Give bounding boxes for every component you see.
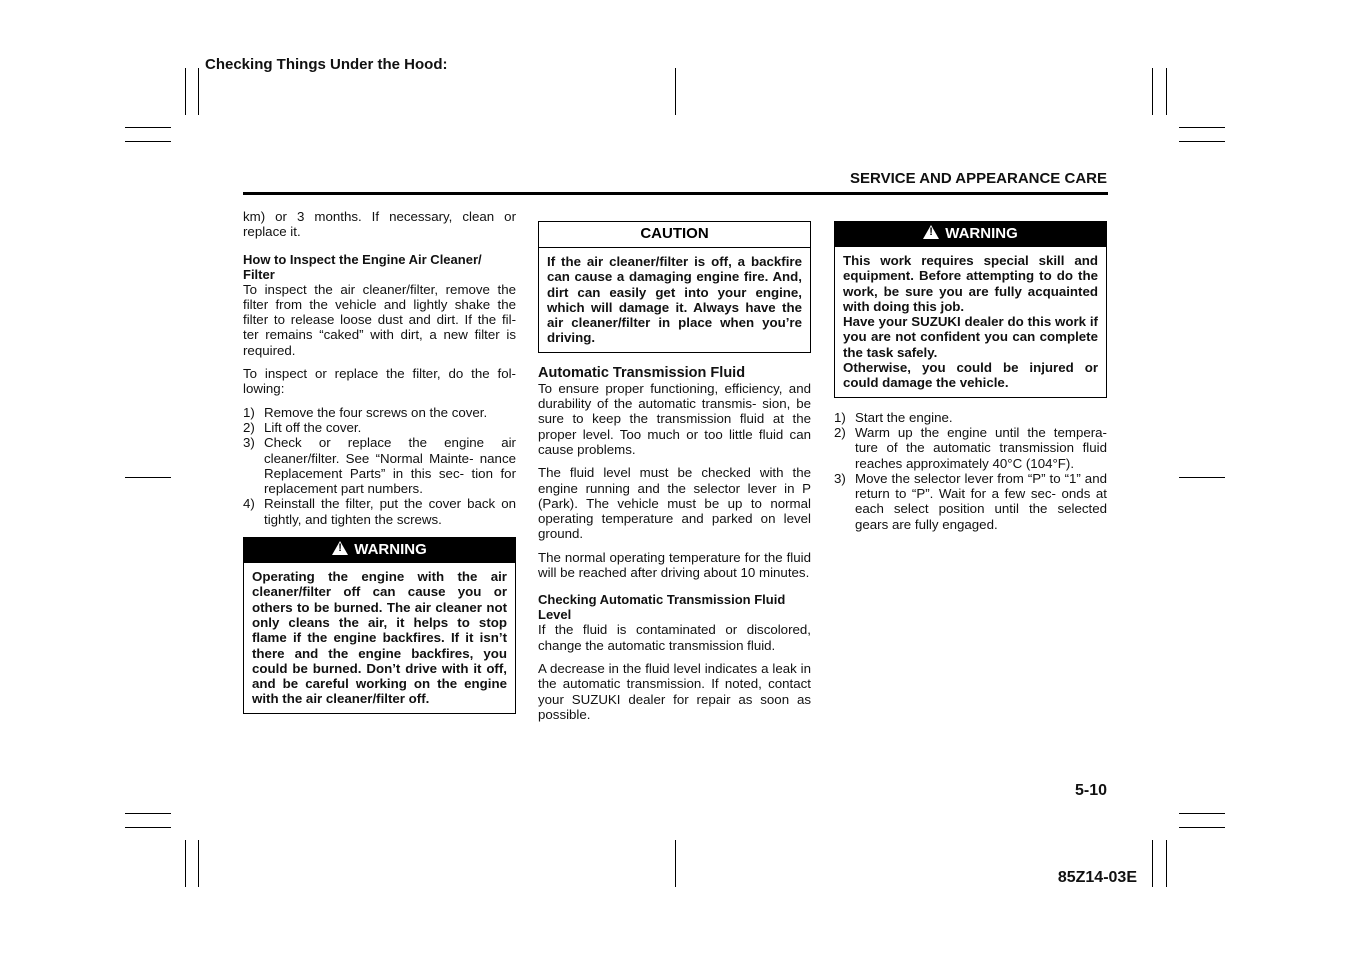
list-item [834, 471, 1107, 532]
atf-paragraph-2: The fluid level must be checked with the engine running and the selector lever in P (Park). The vehicle must be up to normal operating temperature and parked on level ground. [538, 465, 811, 542]
step-text: Move the selector lever from “P” to “1” and return to “P”. Wait for a few sec- onds at each select position until the selected gears are fully engaged. [855, 470, 1107, 532]
caution-text: If the air cleaner/filter is off, a backfire can cause a damaging engine fire. And, dirt can easily get into your engine, which will damage it. Always have the air cleaner/filter in place when you’re driving. [547, 254, 802, 346]
step-text: Lift off the cover. [264, 419, 362, 435]
check-paragraph-2: A decrease in the fluid level indicates a leak in the automatic transmission. If noted, contact your SUZUKI dealer for repair as soon as possible. [538, 660, 811, 722]
step-number: 3) [243, 435, 255, 451]
check-heading: Checking Automatic Transmission Fluid Level [538, 592, 786, 623]
step-text: Check or replace the engine air cleaner/filter. See “Normal Mainte- nance Replacement Parts” in this sec- tion for replacement part numbers. [264, 435, 516, 497]
column-1 [243, 209, 516, 714]
page-number: 5-10 [1074, 782, 1107, 799]
atf-check-steps [834, 410, 1107, 532]
header-rule [243, 192, 1108, 195]
warning-text-2: Have your SUZUKI dealer do this work if you are not confident you can complete the task safely. [843, 314, 1098, 360]
section-title: SERVICE AND APPEARANCE CARE [850, 170, 1107, 187]
column-2 [538, 221, 811, 730]
warning-box-special-skill [834, 221, 1107, 398]
warning-box-air-cleaner [243, 537, 516, 714]
warning-triangle-icon [332, 541, 348, 555]
step-number: 1) [243, 404, 255, 420]
warning-label: WARNING [945, 225, 1018, 242]
step-text: Reinstall the filter, put the cover back on tightly, and tighten the screws. [264, 496, 516, 527]
list-item [243, 420, 516, 435]
atf-paragraph-3: The normal operating temperature for the fluid will be reached after driving about 10 minutes. [538, 549, 811, 581]
inspect-heading: How to Inspect the Engine Air Cleaner/ Filter [243, 251, 482, 282]
filter-steps [243, 405, 516, 527]
caution-box [538, 221, 811, 353]
step-number: 2) [834, 424, 846, 440]
step-number: 1) [834, 409, 846, 425]
intro-paragraph: km) or 3 months. If necessary, clean or replace it. [243, 209, 516, 240]
column-3 [834, 221, 1107, 542]
warning-text: Operating the engine with the air cleaner/filter off can cause you or others to be burned. The air cleaner not only cleans the air, it helps to stop flame if the engine backfires. If it isn’t there and the engine backfires, you could be burned. Don’t drive with it off, and be careful working on the engine with the air cleaner/filter off. [252, 569, 507, 707]
list-item [243, 496, 516, 527]
list-item [243, 405, 516, 420]
replace-paragraph: To inspect or replace the filter, do the fol- lowing: [243, 366, 516, 397]
document-code: 85Z14-03E [1057, 869, 1137, 886]
caution-header: CAUTION [539, 222, 810, 248]
step-text: Warm up the engine until the tempera- ture of the automatic transmission fluid reaches approximately 40°C (104°F). [855, 424, 1107, 471]
warning-header [835, 222, 1106, 247]
step-text: Remove the four screws on the cover. [264, 404, 488, 420]
step-text: Start the engine. [855, 409, 953, 425]
step-number: 3) [834, 470, 846, 486]
warning-body [244, 563, 515, 713]
warning-text-3: Otherwise, you could be injured or could damage the vehicle. [843, 360, 1098, 391]
running-head: Checking Things Under the Hood: [205, 56, 448, 73]
atf-heading: Automatic Transmission Fluid [538, 364, 746, 381]
warning-label: WARNING [354, 541, 427, 559]
list-item [834, 410, 1107, 425]
step-number: 2) [243, 419, 255, 435]
warning-triangle-icon [923, 225, 939, 239]
warning-text-1: This work requires special skill and equipment. Before attempting to do the work, be sure you are fully acquainted with doing this job. [843, 253, 1098, 314]
list-item [834, 425, 1107, 471]
list-item [243, 435, 516, 496]
atf-paragraph-1: To ensure proper functioning, efficiency, and durability of the automatic transmis- sion, be sure to keep the transmission fluid at the proper level. Too much or too little fluid can cause problems. [538, 380, 811, 457]
check-paragraph-1: If the fluid is contaminated or discolored, change the automatic transmission fluid. [538, 622, 811, 653]
step-number: 4) [243, 496, 255, 512]
caution-body [539, 248, 810, 352]
warning-body [835, 247, 1106, 397]
warning-header [244, 538, 515, 563]
inspect-paragraph: To inspect the air cleaner/filter, remove the filter from the vehicle and lightly shake the filter to release loose dust and dirt. If the fil- ter remains “caked” with dirt, a new filter is required. [243, 281, 516, 358]
